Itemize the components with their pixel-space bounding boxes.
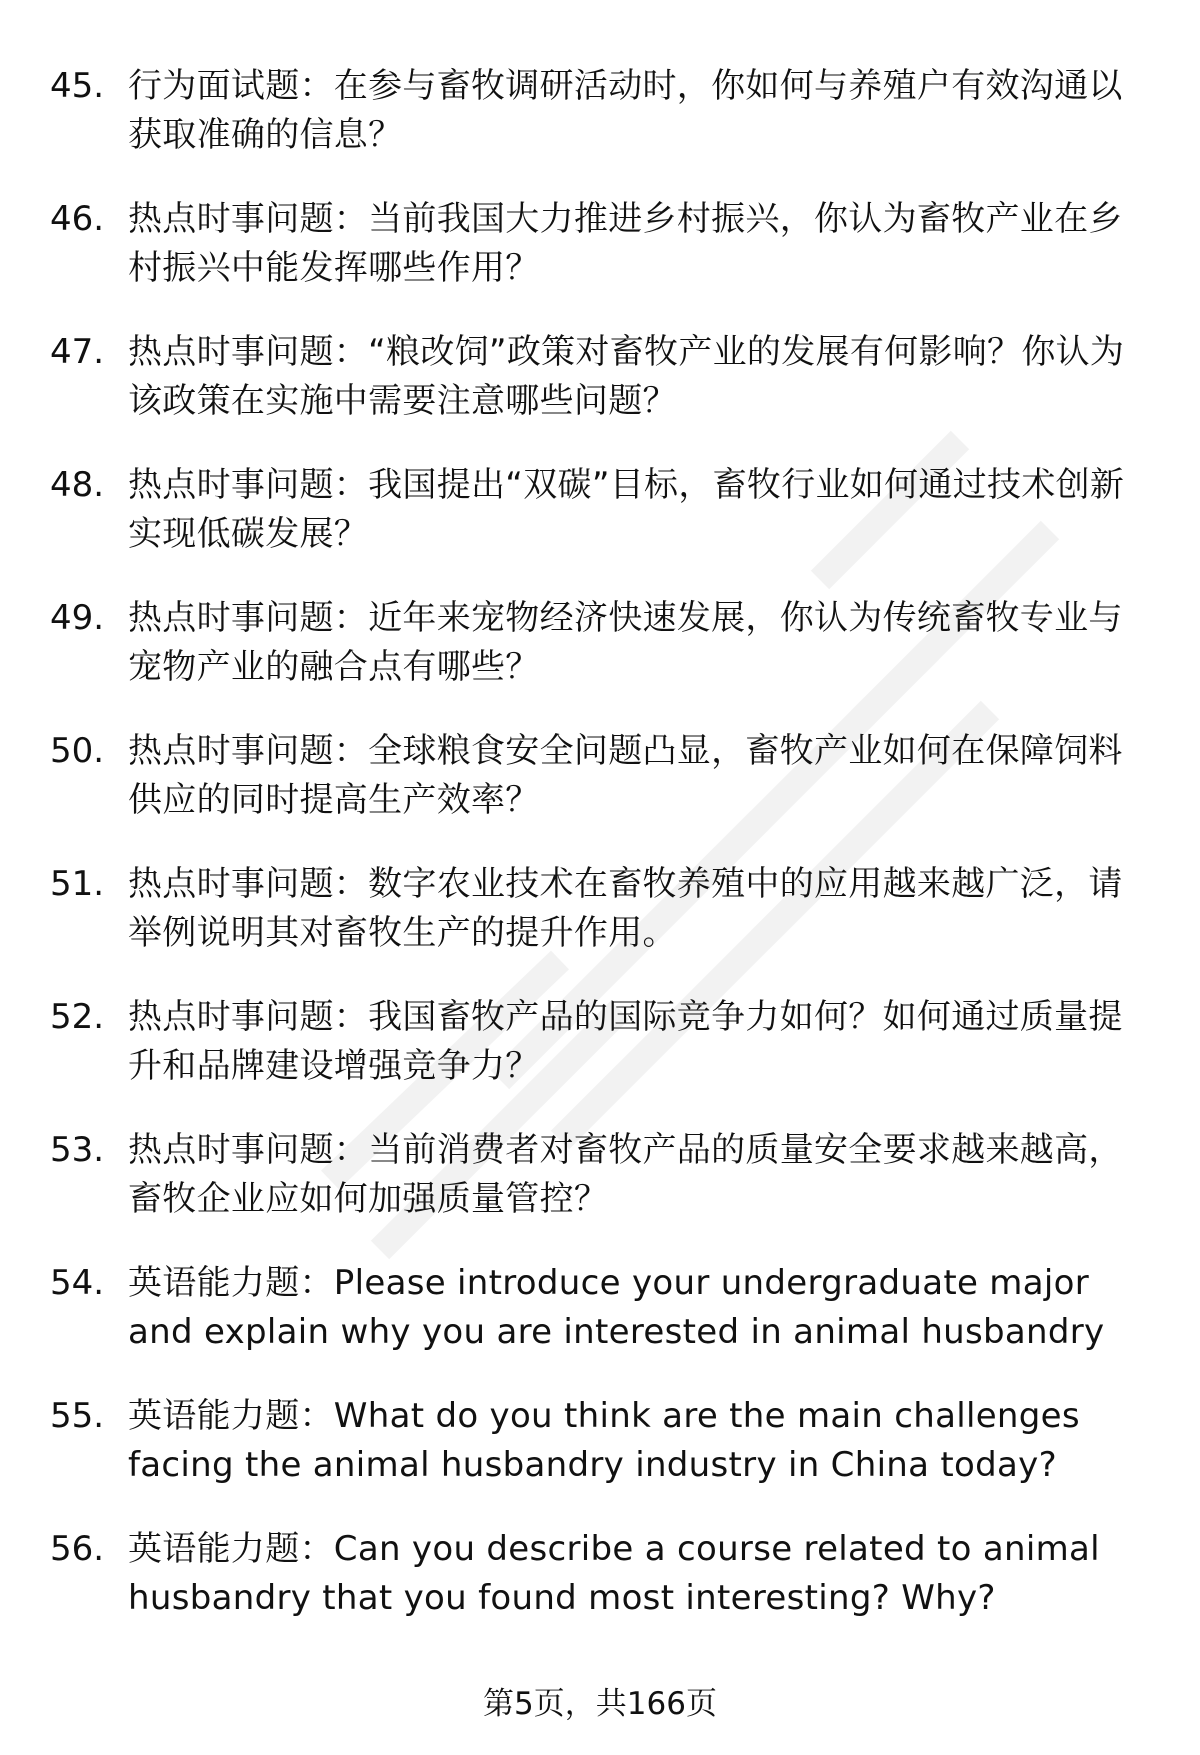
question-item	[0, 594, 1200, 727]
question-text: 热点时事问题：当前我国大力推进乡村振兴，你认为畜牧产业在乡村振兴中能发挥哪些作用？	[128, 199, 1123, 288]
question-number: 55.	[50, 1396, 105, 1436]
question-text: 热点时事问题：全球粮食安全问题凸显，畜牧产业如何在保障饲料供应的同时提高生产效率？	[128, 731, 1123, 820]
question-number: 51.	[50, 864, 105, 904]
question-item	[0, 62, 1200, 195]
question-number: 46.	[50, 199, 105, 239]
question-number: 47.	[50, 332, 105, 372]
question-item	[0, 195, 1200, 328]
question-number: 56.	[50, 1529, 105, 1569]
question-number: 54.	[50, 1263, 105, 1303]
question-text: 英语能力题：What do you think are the main challenges facing the animal husbandry industry in China today?	[128, 1396, 1080, 1485]
question-text: 热点时事问题：我国畜牧产品的国际竞争力如何？如何通过质量提升和品牌建设增强竞争力？	[128, 997, 1123, 1086]
question-item	[0, 1126, 1200, 1259]
question-item	[0, 1392, 1200, 1525]
question-text: 行为面试题：在参与畜牧调研活动时，你如何与养殖户有效沟通以获取准确的信息？	[128, 66, 1123, 155]
question-text: 热点时事问题：“粮改饲”政策对畜牧产业的发展有何影响？你认为该政策在实施中需要注意哪些问题？	[128, 332, 1125, 421]
question-item	[0, 1259, 1200, 1392]
page-footer: 第5页，共166页	[483, 1686, 717, 1722]
question-item	[0, 1525, 1200, 1658]
question-item	[0, 993, 1200, 1126]
question-number: 50.	[50, 731, 105, 771]
question-text: 热点时事问题：我国提出“双碳”目标，畜牧行业如何通过技术创新实现低碳发展？	[128, 465, 1125, 554]
question-text: 英语能力题：Can you describe a course related to animal husbandry that you found most interesting? Why?	[128, 1529, 1100, 1618]
question-number: 45.	[50, 66, 105, 106]
question-item	[0, 328, 1200, 461]
question-item	[0, 860, 1200, 993]
question-text: 热点时事问题：当前消费者对畜牧产品的质量安全要求越来越高，畜牧企业应如何加强质量管控？	[128, 1130, 1123, 1219]
question-item	[0, 727, 1200, 860]
question-number: 52.	[50, 997, 105, 1037]
question-item	[0, 461, 1200, 594]
question-number: 48.	[50, 465, 105, 505]
question-number: 53.	[50, 1130, 105, 1170]
question-number: 49.	[50, 598, 105, 638]
question-list	[0, 62, 1200, 1658]
question-text: 英语能力题：Please introduce your undergraduate major and explain why you are interested in animal husbandry	[128, 1263, 1105, 1352]
question-text: 热点时事问题：数字农业技术在畜牧养殖中的应用越来越广泛，请举例说明其对畜牧生产的提升作用。	[128, 864, 1123, 953]
question-text: 热点时事问题：近年来宠物经济快速发展，你认为传统畜牧专业与宠物产业的融合点有哪些？	[128, 598, 1123, 687]
